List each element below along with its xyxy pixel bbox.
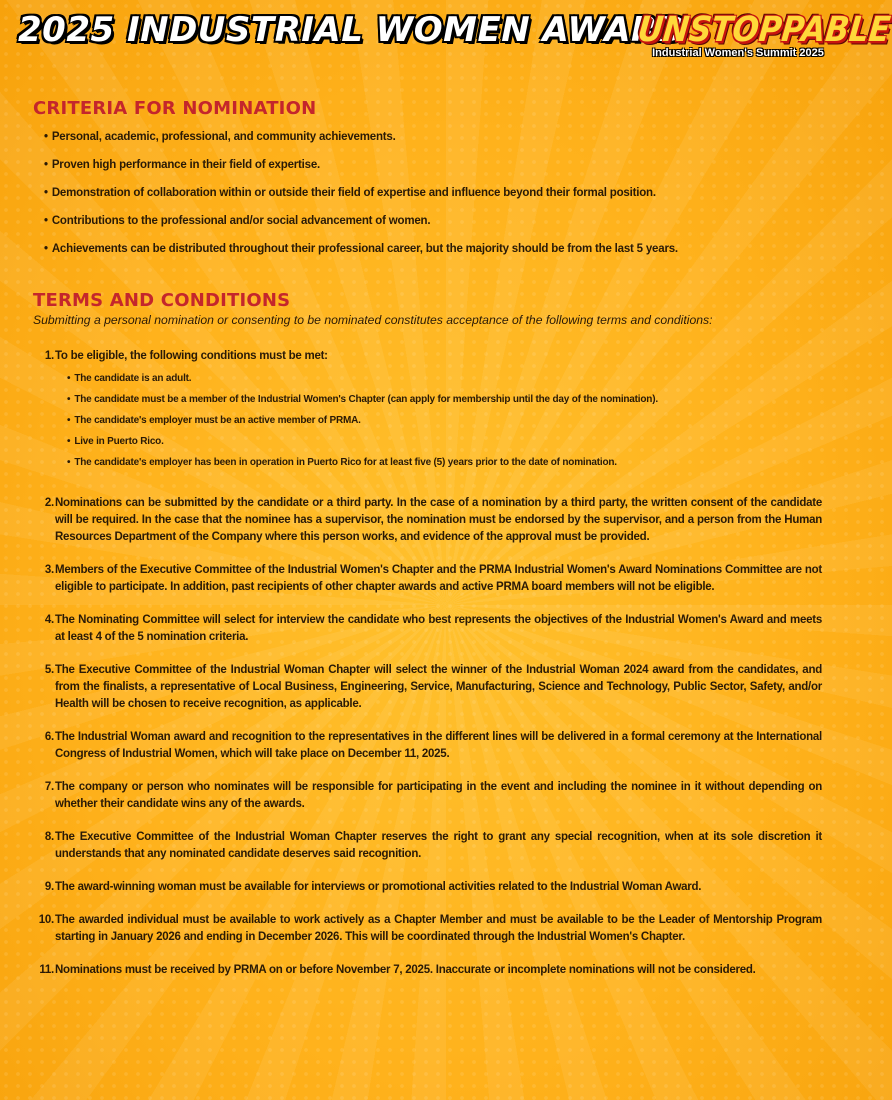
eligibility-item: • The candidate's employer must be an active member of PRMA.	[67, 415, 361, 426]
eligibility-list	[67, 368, 822, 473]
page-title: 2025 INDUSTRIAL WOMEN AWARD	[18, 10, 687, 50]
term-item: 6. The Industrial Woman award and recognition to the representatives in the different lines will be delivered in a formal ceremony at the International Congress of Industrial Women, which will take place on December 11, 2025.	[44, 731, 822, 760]
term-item: 1. To be eligible, the following conditions must be met: • The candidate is an adult. • The candidate must be a member of the Industrial Women's Chapter (can apply for membership until the day of the nomination). • The candidate's employer must be an active member of PRMA. • Live in Puerto Rico. • The candidate's employer has been in operation in Puerto Rico for at least five (5) years prior to the date of nomination.	[38, 348, 822, 473]
term-item: 10. The awarded individual must be available to work actively as a Chapter Member and must be available to be the Leader of Mentorship Program starting in January 2026 and ending in December 2026. This will be coordinated through the Industrial Women's Chapter.	[38, 914, 822, 943]
logo-subtitle: Industrial Women's Summit 2025	[652, 47, 824, 59]
terms-list	[38, 348, 822, 995]
term-item: 9. The award-winning woman must be available for interviews or promotional activities related to the Industrial Woman Award.	[44, 881, 702, 893]
term-item: 7. The company or person who nominates will be responsible for participating in the event and including the nominee in it without depending on whether their candidate wins any of the awards.	[44, 781, 822, 810]
term-item: 2. Nominations can be submitted by the candidate or a third party. In the case of a nomination by a third party, the written consent of the candidate will be required. In the case that the nominee has a supervisor, the nomination must be endorsed by the supervisor, and a person from the Human Resources Department of the Company where this person works, and evidence of the approval must be provided.	[44, 497, 822, 543]
criteria-item: • Contributions to the professional and/or social advancement of women.	[44, 215, 431, 227]
criteria-item: • Proven high performance in their field of expertise.	[44, 159, 321, 171]
eligibility-item: • The candidate is an adult.	[67, 373, 192, 384]
deadline-date: November 7, 2025.	[336, 964, 433, 976]
unstoppable-logo	[635, 9, 892, 59]
criteria-heading: CRITERIA FOR NOMINATION	[33, 98, 317, 119]
term-item: 5. The Executive Committee of the Industrial Woman Chapter will select the winner of the Industrial Woman 2024 award from the candidates, and from the finalists, a representative of Local Business, Engineering, Service, Manufacturing, Science and Technology, Public Sector, Safety, and/or Health will be chosen to receive recognition, as applicable.	[44, 664, 822, 710]
term-item-deadline: 11. Nominations must be received by PRMA on or before November 7, 2025. Inaccurate or incomplete nominations will not be considered.	[39, 964, 756, 976]
criteria-item: • Personal, academic, professional, and community achievements.	[44, 131, 396, 143]
eligibility-item: • The candidate must be a member of the Industrial Women's Chapter (can apply for membership until the day of the nomination).	[67, 394, 658, 405]
criteria-list	[44, 129, 678, 269]
terms-heading: TERMS AND CONDITIONS	[33, 290, 291, 311]
terms-intro: Submitting a personal nomination or consenting to be nominated constitutes acceptance of the following terms and conditions:	[33, 313, 713, 327]
term-item: 4. The Nominating Committee will select for interview the candidate who best represents the objectives of the Industrial Women's Award and meets at least 4 of the 5 nomination criteria.	[44, 614, 822, 643]
term-item: 8. The Executive Committee of the Industrial Woman Chapter reserves the right to grant any special recognition, when at its sole discretion it understands that any nominated candidate deserves said recognition.	[44, 831, 822, 860]
eligibility-item: • The candidate's employer has been in operation in Puerto Rico for at least five (5) years prior to the date of nomination.	[67, 457, 617, 468]
term-item: 3. Members of the Executive Committee of the Industrial Women's Chapter and the PRMA Industrial Women's Award Nominations Committee are not eligible to participate. In addition, past recipients of other chapter awards and active PRMA board members will not be eligible.	[44, 564, 822, 593]
criteria-item: • Achievements can be distributed throughout their professional career, but the majority should be from the last 5 years.	[44, 243, 678, 255]
logo-wordmark: UNSTOPPABLE	[635, 9, 892, 51]
eligibility-item: • Live in Puerto Rico.	[67, 436, 164, 447]
criteria-item: • Demonstration of collaboration within or outside their field of expertise and influence beyond their formal position.	[44, 187, 656, 199]
